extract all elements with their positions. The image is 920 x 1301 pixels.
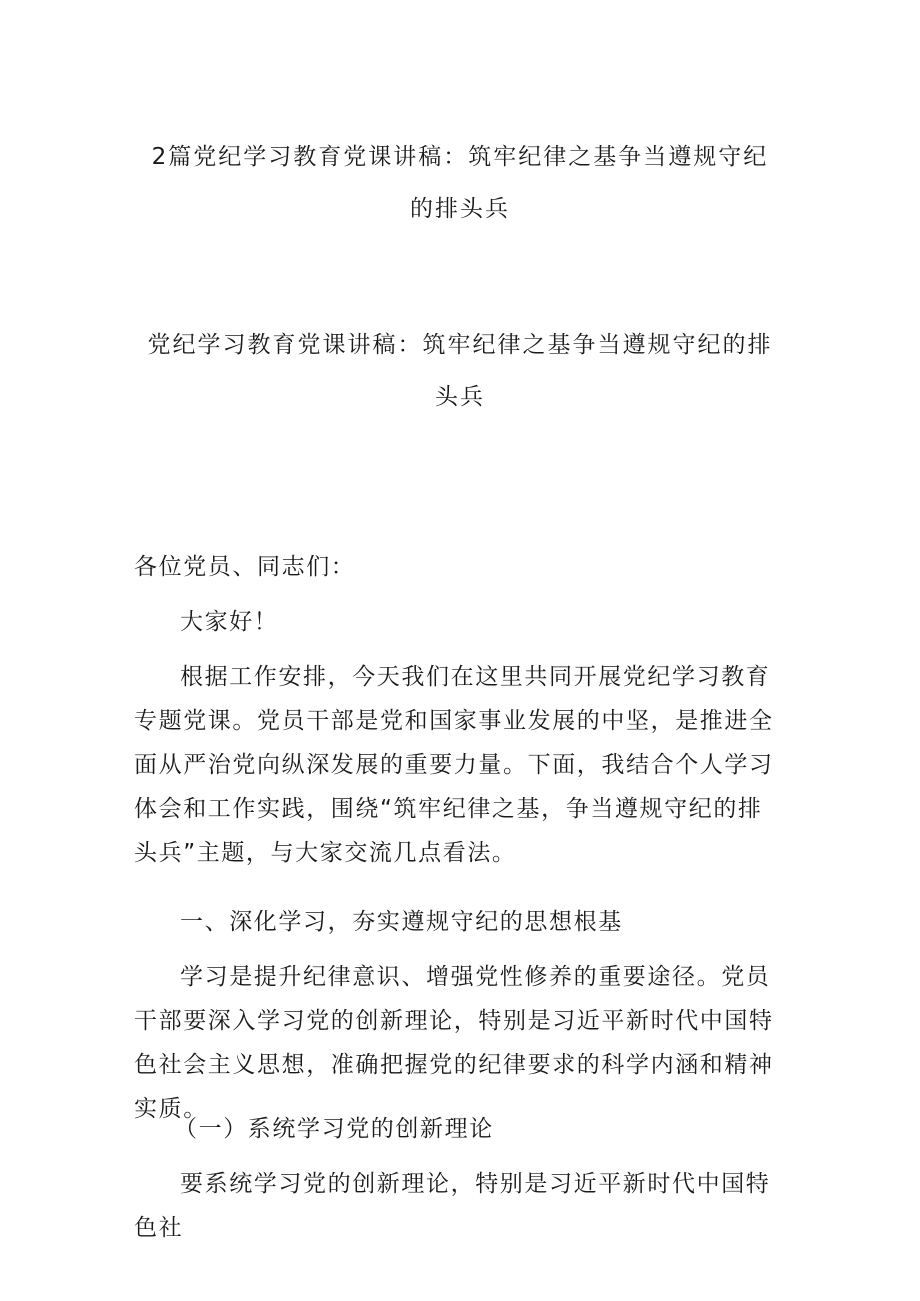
document-subtitle-line2: 头兵 (435, 384, 485, 410)
document-title (120, 138, 800, 228)
document-title-line2: 的排头兵 (410, 196, 510, 222)
document-subtitle (120, 326, 800, 416)
document-title-line1: 2篇党纪学习教育党课讲稿：筑牢纪律之基争当遵规守纪 (151, 144, 769, 170)
salutation: 各位党员、同志们： (134, 554, 356, 580)
paragraph-intro: 根据工作安排，今天我们在这里共同开展党纪学习教育专题党课。党员干部是党和国家事业发展的中坚，是推进全面从严治党向纵深发展的重要力量。下面，我结合个人学习体会和工作实践，围绕“筑牢纪律之基，争当遵规守纪的排头兵”主题，与大家交流几点看法。 (134, 664, 774, 866)
paragraph-subsection-1: 要系统学习党的创新理论，特别是习近平新时代中国特色社 (134, 1171, 771, 1241)
paragraph-section-1: 学习是提升纪律意识、增强党性修养的重要途径。党员干部要深入学习党的创新理论，特别是习近平新时代中国特色社会主义思想，准确把握党的纪律要求的科学内涵和精神实质。 (134, 964, 774, 1122)
greeting: 大家好！ (180, 609, 279, 635)
section-heading-1: 一、深化学习，夯实遵规守纪的思想根基 (180, 909, 623, 935)
document-subtitle-line1: 党纪学习教育党课讲稿：筑牢纪律之基争当遵规守纪的排 (147, 332, 773, 358)
subheading-1: （一）系统学习党的创新理论 (174, 1116, 494, 1142)
